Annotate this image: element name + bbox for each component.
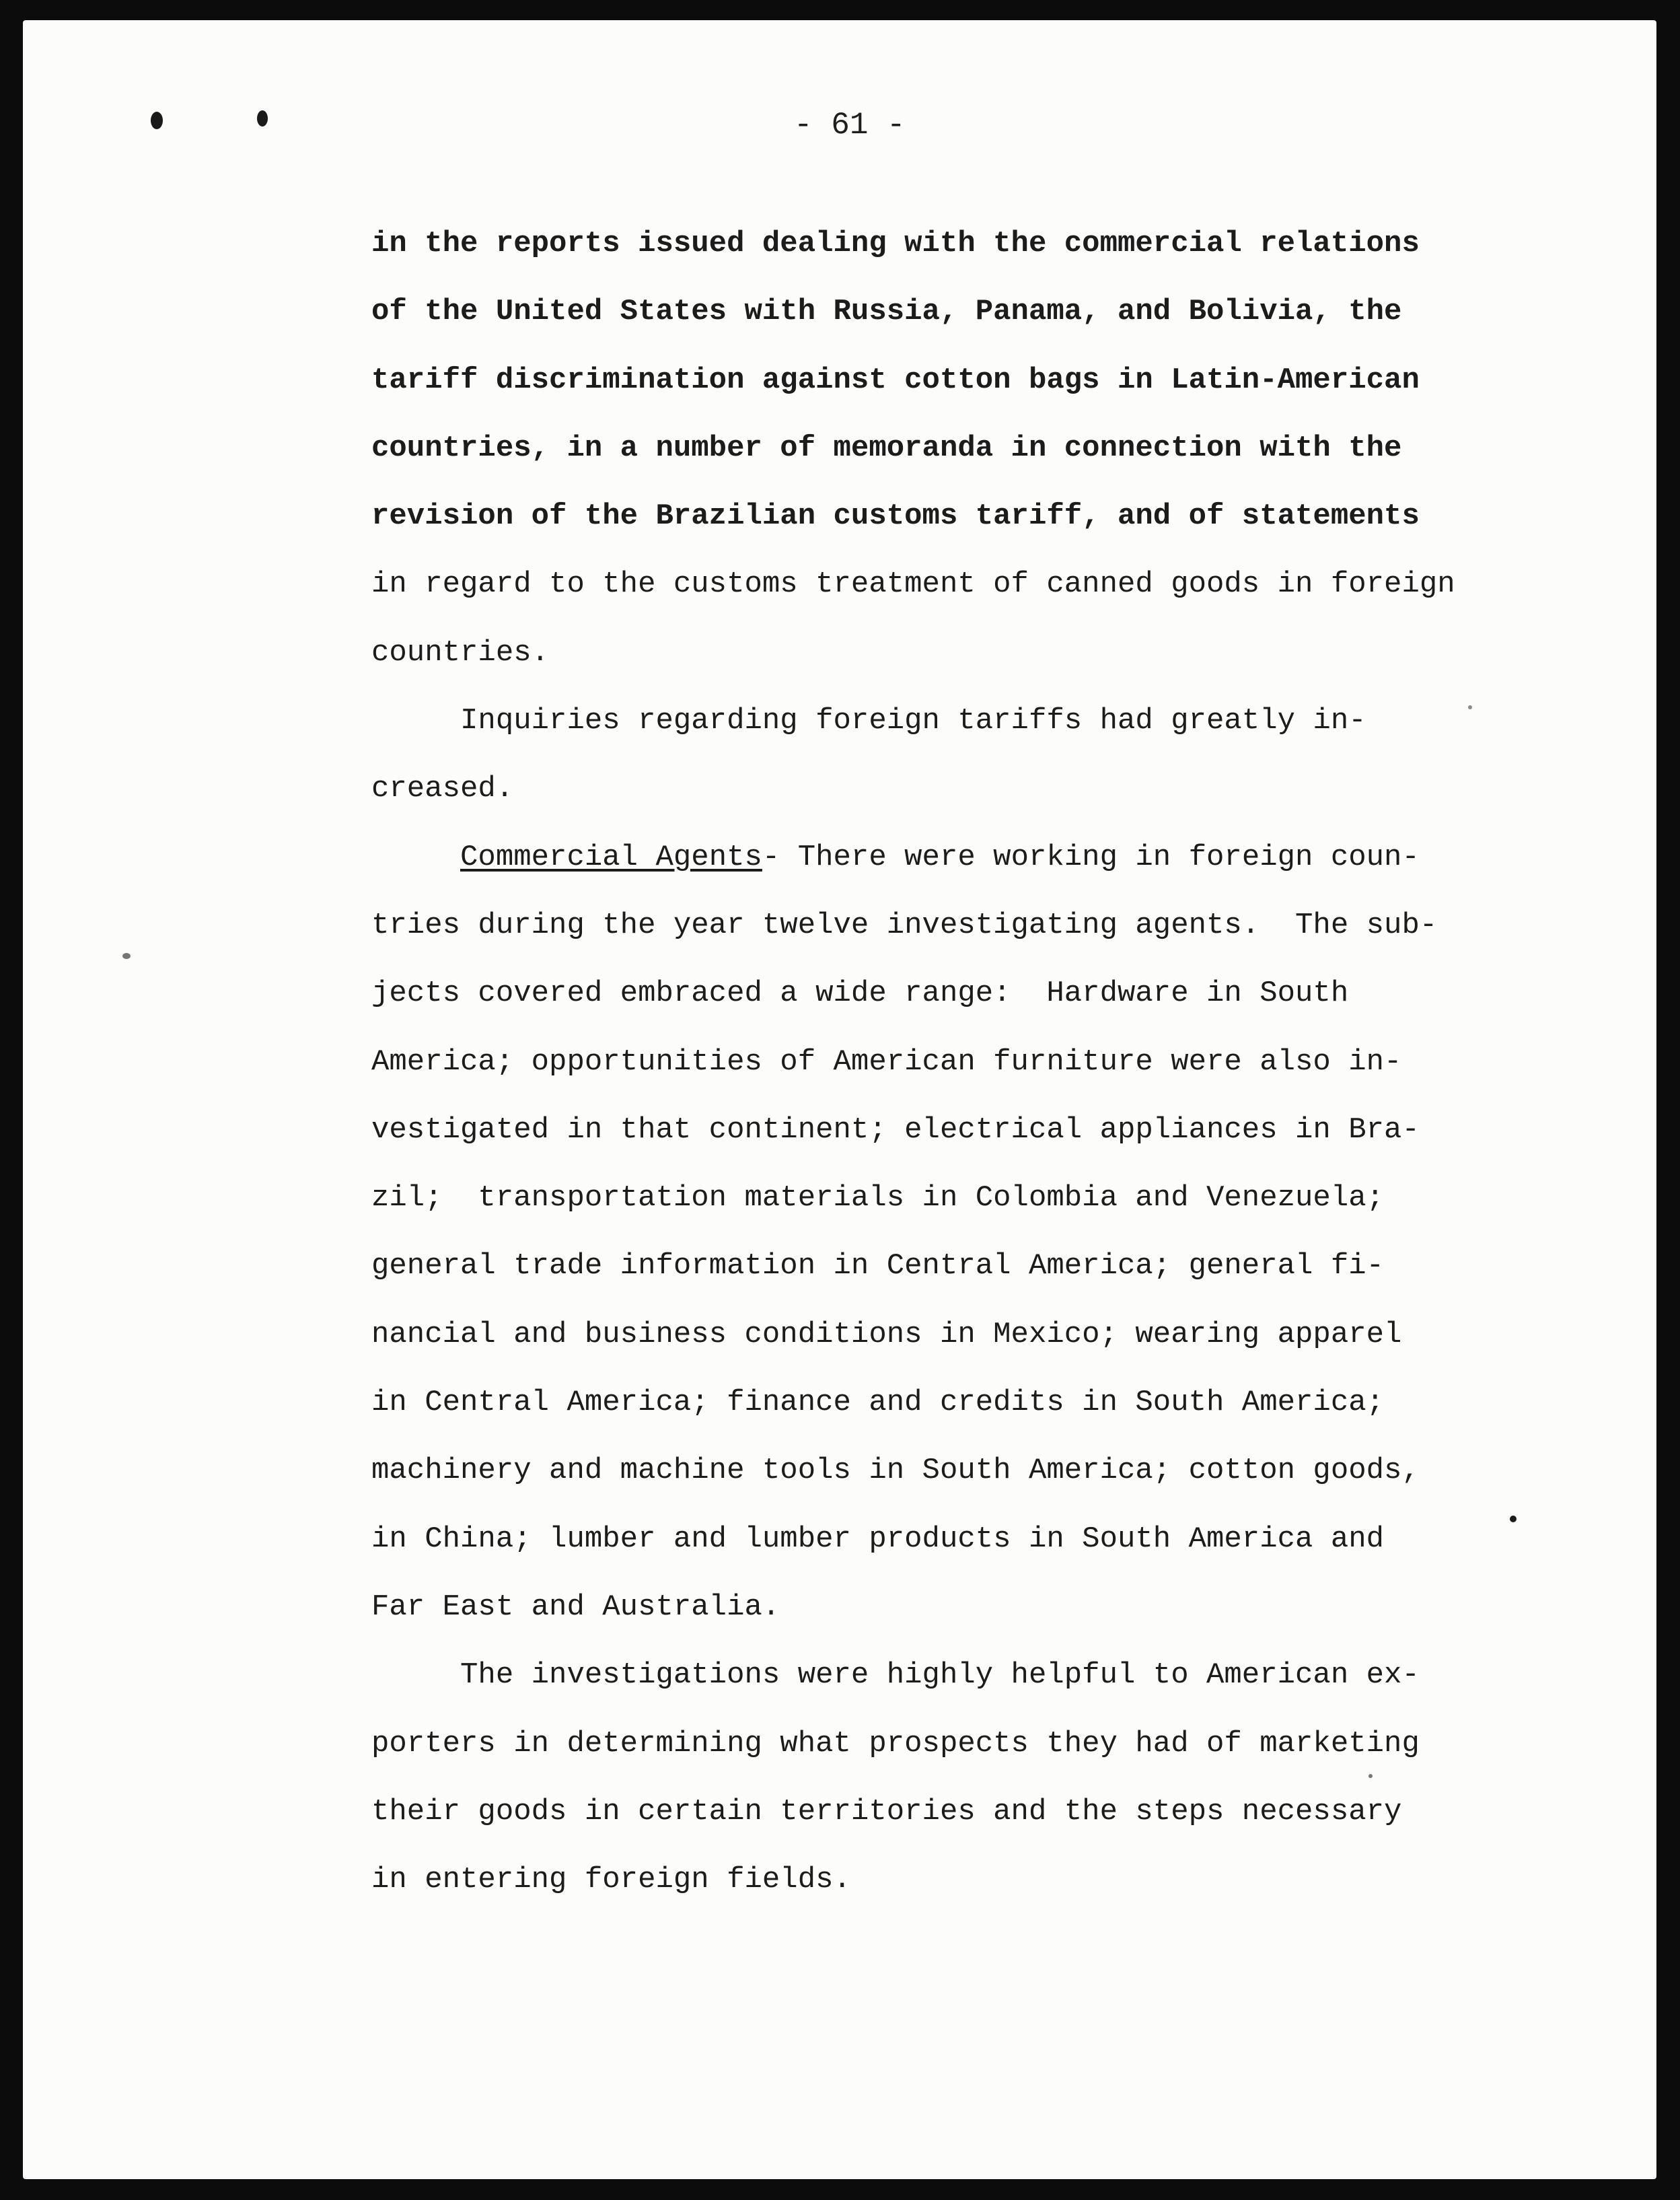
speck [122,953,131,959]
text-line: jects covered embraced a wide range: Hardware in South [371,977,1349,1011]
text-line: tries during the year twelve investigating agents. The sub- [371,908,1438,942]
text-line: countries, in a number of memoranda in connection with the [371,431,1402,465]
text-line: of the United States with Russia, Panama, and Bolivia, the [371,295,1402,329]
punch-mark [151,112,163,129]
text-line: in Central America; finance and credits in South America; [371,1386,1385,1420]
section-heading: Commercial Agents [460,840,762,874]
text-line: nancial and business conditions in Mexico; wearing apparel [371,1317,1402,1351]
text-line: general trade information in Central America; general fi- [371,1249,1385,1283]
text-line: America; opportunities of American furniture were also in- [371,1044,1402,1079]
text-line: zil; transportation materials in Colombia and Venezuela; [371,1181,1385,1215]
text-line: The investigations were highly helpful to American ex- [371,1658,1420,1693]
page-number: - 61 - [794,108,906,143]
body-text [371,210,1455,1914]
speck [1468,705,1472,709]
text-line: porters in determining what prospects they had of marketing [371,1726,1420,1761]
text-line: in entering foreign fields. [371,1863,851,1897]
text-line: revision of the Brazilian customs tariff, and of statements [371,499,1420,534]
text-line: Far East and Australia. [371,1590,780,1624]
paragraph-commercial-agents [371,824,1438,1642]
text-line: creased. [371,772,514,806]
text-line: countries. [371,635,550,670]
speck [1510,1516,1517,1522]
text-line [371,824,1428,892]
text-line: machinery and machine tools in South America; cotton goods, [371,1454,1420,1488]
paragraph-4 [371,1641,1428,1914]
text-line: Inquiries regarding foreign tariffs had greatly in- [371,704,1366,738]
text-line: in the reports issued dealing with the commercial relations [371,227,1420,260]
paragraph-1 [371,210,1455,687]
heading-line-rest: - There were working in foreign coun- [762,840,1420,874]
text-line: in China; lumber and lumber products in South America and [371,1522,1385,1556]
text-line: vestigated in that continent; electrical appliances in Bra- [371,1112,1420,1147]
paragraph-2 [371,687,1428,824]
punch-mark [257,110,268,127]
text-line: tariff discrimination against cotton bags in Latin-American [371,363,1420,397]
text-line: in regard to the customs treatment of canned goods in foreign [371,567,1455,602]
text-line: their goods in certain territories and the steps necessary [371,1794,1402,1829]
